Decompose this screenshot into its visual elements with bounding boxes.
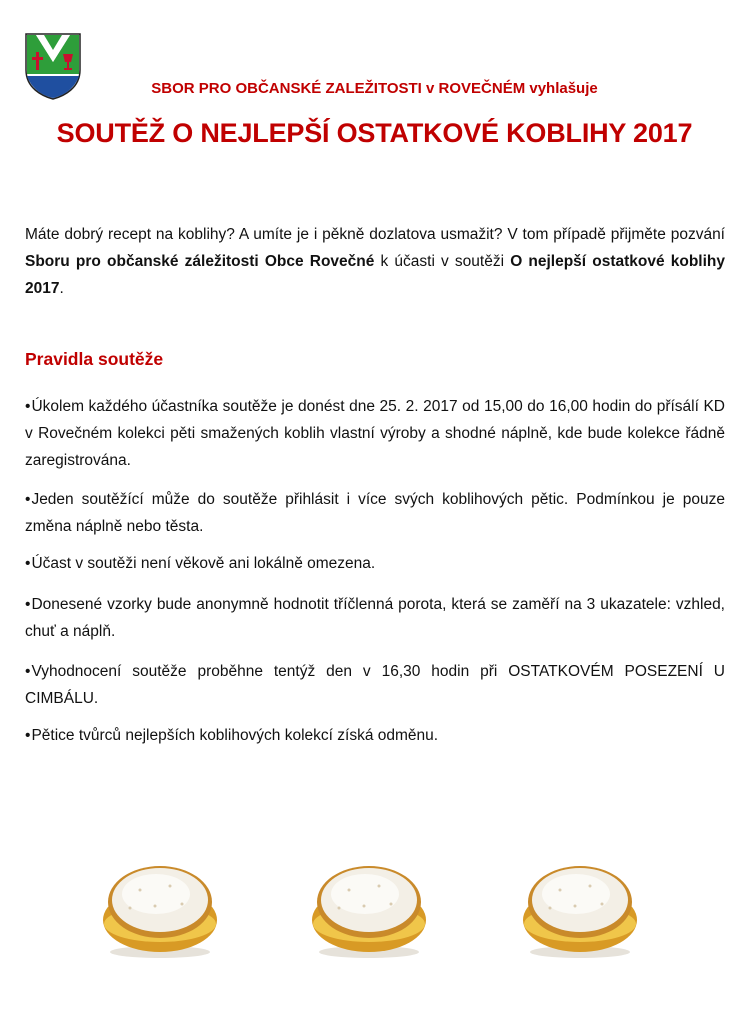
intro-paragraph	[25, 221, 725, 302]
contest-name: O nejlepší ostatkové koblihy 2017	[25, 253, 725, 297]
bullet: •	[25, 727, 31, 744]
rule-text: Jeden soutěžící může do soutěže přihlásit i více svých koblihových pětic. Podmínkou je pouze změna náplně nebo těsta.	[25, 491, 725, 535]
rule-item	[25, 658, 725, 712]
organizer-name: Sboru pro občanské záležitosti Obce Rovečné	[25, 253, 375, 270]
rules-heading: Pravidla soutěže	[25, 349, 164, 369]
page-title: SOUTĚŽ O NEJLEPŠÍ OSTATKOVÉ KOBLIHY 2017	[56, 118, 693, 148]
organizer-line: SBOR PRO OBČANSKÉ ZALEŽITOSTI v ROVEČNÉM vyhlašuje	[151, 80, 598, 97]
rule-item	[25, 550, 725, 577]
bullet: •	[25, 596, 31, 613]
intro-text: k účasti v soutěži	[374, 253, 511, 270]
donut-icon	[100, 860, 220, 960]
intro-text: .	[59, 280, 64, 297]
bullet: •	[25, 555, 31, 572]
rule-text: Donesené vzorky bude anonymně hodnotit tříčlenná porota, která se zaměří na 3 ukazatele: vzhled, chuť a náplň.	[25, 596, 725, 640]
bullet: •	[25, 491, 31, 508]
bullet: •	[25, 663, 31, 680]
rule-text: Pětice tvůrců nejlepších koblihových kolekcí získá odměnu.	[31, 727, 439, 744]
donut-row	[0, 855, 749, 1005]
rule-text: Vyhodnocení soutěže proběhne tentýž den v 16,30 hodin při OSTATKOVÉM POSEZENÍ U CIMBÁLU.	[25, 663, 725, 707]
rule-item	[25, 486, 725, 540]
intro-text: Máte dobrý recept na koblihy? A umíte je i pěkně dozlatova usmažit? V tom případě přijměte pozvání	[25, 226, 725, 243]
rule-text: Úkolem každého účastníka soutěže je donést dne 25. 2. 2017 od 15,00 do 16,00 hodin do přísálí KD v Rovečném kolekci pěti smažených koblih vlastní výroby a shodné náplně, kde bude kolekce řádně zaregistrována.	[25, 398, 725, 469]
donut-icon	[520, 860, 640, 960]
rule-item	[25, 393, 725, 474]
donut-icon	[309, 860, 429, 960]
rule-item	[25, 591, 725, 645]
rule-text: Účast v soutěži není věkově ani lokálně omezena.	[31, 555, 376, 572]
bullet: •	[25, 398, 31, 415]
rule-item	[25, 722, 725, 749]
